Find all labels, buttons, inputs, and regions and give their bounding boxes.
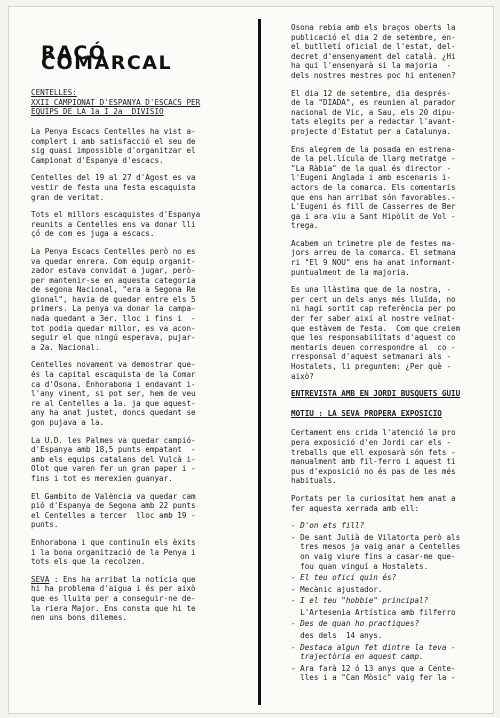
dialogue-line: - Mecànic ajustador. (291, 584, 383, 594)
paragraph: La Penya Escacs Centelles ha vist a- complert i amb satisfacció el seu de sig quasi impossible d'organitzar el Campionat d'Espanya d'escacs. (31, 126, 196, 165)
dialogue-line: - D'on ets fill? (291, 521, 365, 531)
dialogue-line: - I el teu "hobbie" principal? (291, 596, 429, 606)
paragraph: Certament ens crida l'atenció la pro pera exposició d'en Jordi car els - treballs que ell exposarà són fets - manualment amb fil-ferro i aquest ti pus d'exposició no és pas de les més habituals. (291, 428, 456, 486)
paragraph: Osona rebia amb els braços oberts la publicació el dia 2 de setembre, en- el butlletí oficial de l'estat, del- decret d'ensenyament del català. ¿Hi ha qui l'ensenyarà si la majoria - dels nostres mestres poc hi entenen? (291, 23, 456, 80)
dialogue-line: - De sant Julià de Vilatorta però als tres mesos ja vaig anar a Centelles on vaig viure fins a casar-me que- fou quan vinguí a Hostalets. (291, 532, 461, 571)
paragraph: La U.D. les Palmes va quedar campió- d'Espanya amb 18,5 punts empatant - amb els equips catalans del Vulcà i- Olot que varen fer un gran paper i - fins i tot es merexien guanyar. (31, 435, 196, 483)
right-column (291, 23, 481, 685)
interview-dialogue (291, 521, 481, 683)
paragraph: Portats per la curiositat hem anat a fer aquesta xerrada amb ell: (291, 493, 456, 513)
paragraph: El Gambito de València va quedar cam pió d'Espanya de Segona amb 22 punts el Centelles a tercer lloc amb 19 - punts. (31, 491, 196, 530)
dialogue-line: des dels 14 anys. (291, 631, 383, 641)
interview-heading: ENTREVISTA AMB EN JORDI BUSQUETS GUIU (291, 389, 461, 399)
column-divider (258, 19, 261, 705)
page-title: RACÓ COMARCAL (41, 42, 173, 74)
dialogue-line: - Ara farà 12 ó 13 anys que a Cente- lles i a "Can Mòsic" vaig fer la - (291, 663, 456, 683)
paragraph: Acabem un trimetre ple de festes ma- jors arreu de la comarca. El setmana ri "El 9 NOU" ens ha anat informant- puntualment de la majoria. (291, 238, 456, 277)
interview-subheading: MOTIU : LA SEVA PROPERA EXPOSICIO (291, 408, 442, 418)
dialogue-line: L'Artesenia Artística amb filferro (291, 607, 456, 617)
seva-label: SEVA (31, 574, 50, 584)
article-heading-centelles: CENTELLES: XXII CAMPIONAT D'ESPANYA D'ESCACS PER EQUIPS DE LA 1a I 2a DIVISIO (31, 88, 201, 117)
dialogue-line: - El teu ofici quin és? (291, 573, 397, 583)
paragraph: Tots el millors escaquistes d'Espanya reunits a Centelles ens va donar lli çó de com es juga a escacs. (31, 210, 201, 239)
paragraph: El dia 12 de setembre, dia després- de la "DIADA", es reunien al parador nacional de Vic, a Sau, els 20 dipu- tats elegits per a redactar l'avant- projecte d'Estatut per a Catalunya. (291, 88, 456, 136)
left-column (31, 42, 241, 631)
paragraph: Enhorabona i que continuïn els èxits i la bona organització de la Penya i tots els que la recolzen. (31, 537, 196, 567)
seva-text: : Ens ha arribat la notícia que hi ha problema d'aigua i és per això que es lluita per a conseguir-ne de- la riera Major. Ens consta que hi te nen uns bons dilemes. (31, 574, 196, 623)
paragraph: Ens alegrem de la posada en estrena- de la pel.lícula de llarg metratge - "La Ràbia" de la qual és director - l'Eugeni Anglada i amb escenaris i- actors de la comarca. Els comentaris que ens han arribat són favorables.- L'Eugeni és fill de Casserres de Ber ga i ara viu a Sant Hipòlit de Vol - trega. (291, 144, 456, 231)
dialogue-line: - Des de quan ho practiques? (291, 619, 420, 629)
paragraph: Centelles del 19 al 27 d'Agost es va vestir de festa una festa escaquista gran de veritat. (31, 173, 196, 202)
paragraph: Centelles novament va demostrar que- és la capital escaquista de la Comar ca d'Osona. Enhorabona i endavant i- l'any vinent, si pot ser, hem de veu re al Centelles a 1a. ja que aquest- any ha anat justet, doncs quedant se gon pujava a la. (31, 360, 196, 427)
dialogue-line: - Destaca algun fet dintre la teva - trajectòria en aquest camp. (291, 642, 456, 662)
paragraph: Es una llàstima que de la nostra, - per cert un dels anys més lluïda, no ni hagi sortit cap referència per po der fer saber així al nostre veïnat- que estàvem de festa. Com que creiem que les responsabilitats d'aquest co mentaris deuen correspondre al co - rresponsal d'aquest setmanari als - Hostalets, li preguntem: ¿Per què - això? (291, 285, 461, 381)
magazine-page (8, 6, 494, 714)
paragraph-seva (31, 575, 241, 623)
paragraph: La Penya Escacs Centelles però no es va quedar enrera. Com equip organit- zador estava convidat a jugar, però- per mantenir-se en aquesta categoria de segona Nacional, "era a Segona Re gional", havia de quedar entre els 5 primers. La penya va donar la campa- nada quedant a 3er. lloc i fins i - tot podia quedar millor, es va acon- seguir el que ningú esperava, pujar- a 2a. Nacional. (31, 246, 196, 352)
